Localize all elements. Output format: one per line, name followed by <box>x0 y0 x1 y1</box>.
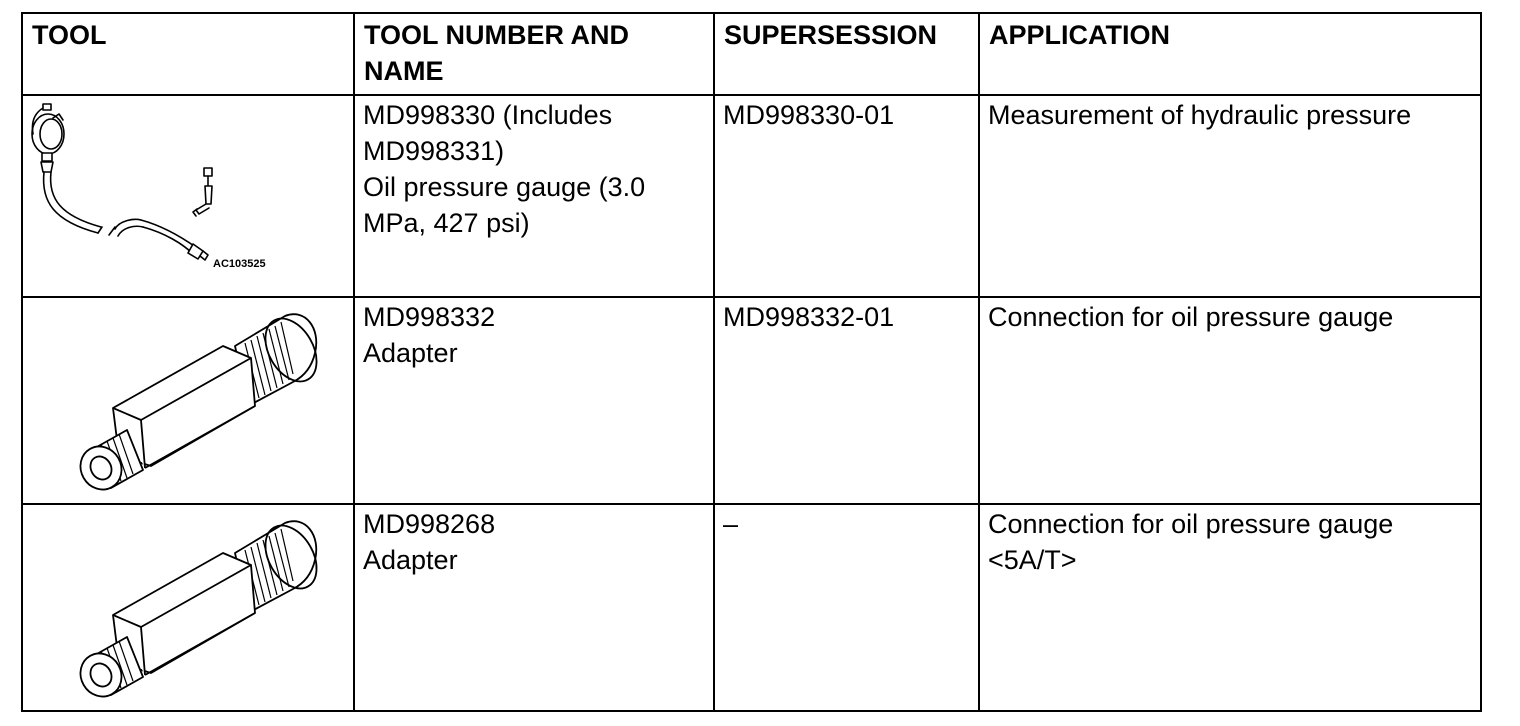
table-row <box>22 297 1481 504</box>
tool-name-line: Oil pressure gauge (3.0 <box>363 172 646 202</box>
tool-image-label: AC103525 <box>213 258 266 270</box>
adapter-icon <box>23 298 353 503</box>
table-row <box>22 504 1481 711</box>
tool-number-line: MD998331) <box>363 136 505 166</box>
application-cell <box>979 504 1481 711</box>
tool-number-and-name-cell <box>354 95 714 297</box>
header-tool-number-line-2: NAME <box>364 56 444 86</box>
tool-image-cell <box>22 504 354 711</box>
supersession-cell <box>714 95 979 297</box>
tool-number-and-name-cell <box>354 297 714 504</box>
supersession-cell <box>714 297 979 504</box>
tool-name-line: Adapter <box>363 338 458 368</box>
supersession-value: MD998330-01 <box>723 100 895 130</box>
table-header-row <box>22 13 1481 95</box>
application-value: Connection for oil pressure gauge <box>988 509 1394 539</box>
application-value: <5A/T> <box>988 545 1077 575</box>
header-tool-number-line-1: TOOL NUMBER AND <box>364 20 630 50</box>
supersession-value: MD998332-01 <box>723 302 895 332</box>
tool-number-line: MD998332 <box>363 302 496 332</box>
tool-name-line: Adapter <box>363 545 458 575</box>
adapter-icon <box>23 505 353 710</box>
header-application: APPLICATION <box>979 13 1481 95</box>
application-value: Connection for oil pressure gauge <box>988 302 1394 332</box>
tool-number-line: MD998330 (Includes <box>363 100 613 130</box>
application-value: Measurement of hydraulic pressure <box>988 100 1412 130</box>
header-tool-number-and-name <box>354 13 714 95</box>
table-row <box>22 95 1481 297</box>
special-tools-table <box>21 12 1482 712</box>
application-cell <box>979 95 1481 297</box>
tool-number-line: MD998268 <box>363 509 496 539</box>
tool-name-line: MPa, 427 psi) <box>363 208 530 238</box>
application-cell <box>979 297 1481 504</box>
tool-number-and-name-cell <box>354 504 714 711</box>
tool-image-cell <box>22 297 354 504</box>
header-supersession: SUPERSESSION <box>714 13 979 95</box>
supersession-value: – <box>723 509 739 539</box>
special-tools-table-container <box>21 12 1480 709</box>
tool-image-cell <box>22 95 354 297</box>
oil-pressure-gauge-icon <box>23 96 353 296</box>
supersession-cell <box>714 504 979 711</box>
header-tool: TOOL <box>22 13 354 95</box>
